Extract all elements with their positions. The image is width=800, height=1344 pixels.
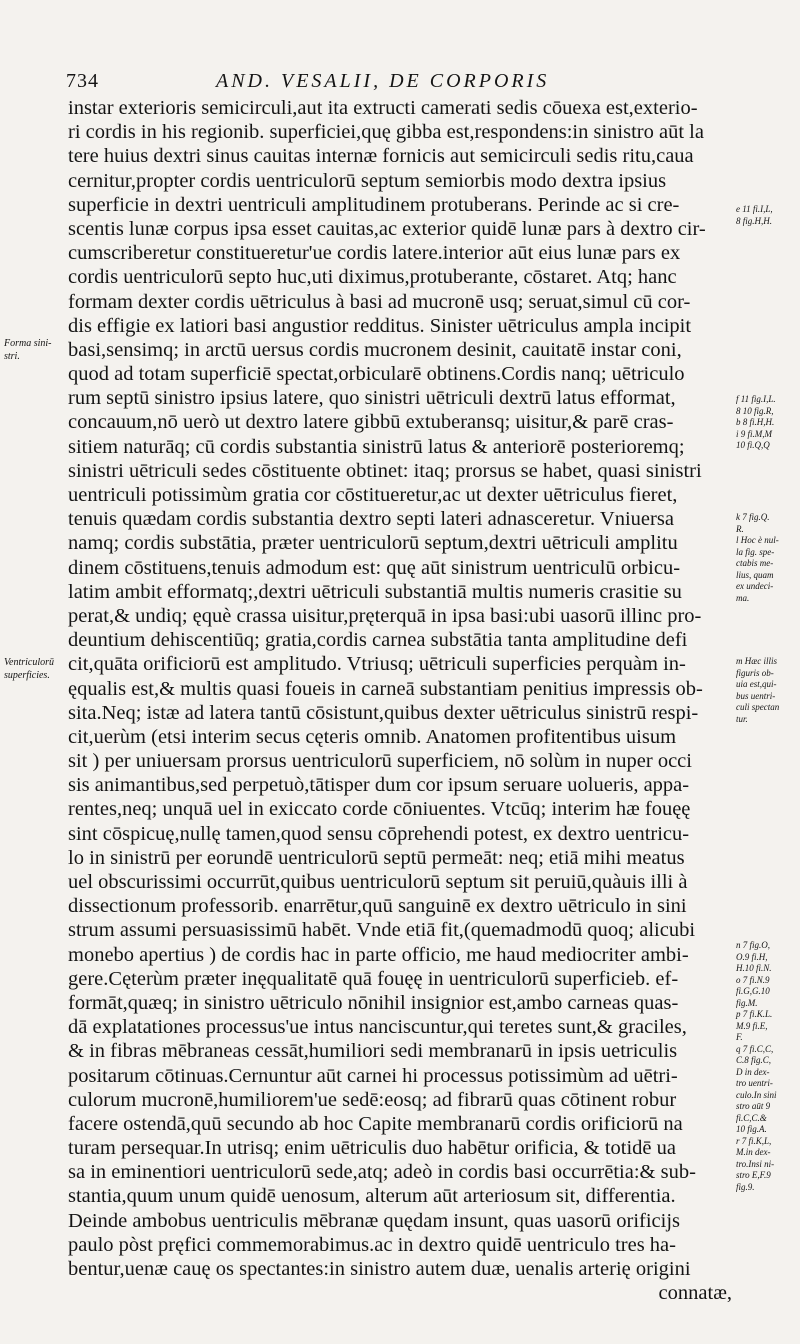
text-line: basi,sensimq; in arctū uersus cordis mucronem desinit, cauitatē instar coni, — [68, 338, 682, 361]
text-line: rentes,neq; unquā uel in exiccato corde cōniuentes. Vtcūq; interim hæ fouęę — [68, 798, 691, 821]
text-line: dis effigie ex latiori basi angustior redditus. Sinister uētriculus ampla incipit — [68, 314, 692, 337]
text-line: sis animantibus,sed perpetuò,tātisper dum cor ipsum seruare uolueris, appa- — [68, 774, 690, 797]
text-line: sa in eminentiori uentriculorū sede,atq; adeò in cordis basi occurrētia:& sub- — [68, 1161, 696, 1184]
text-line: paulo pòst pręfici commemorabimus.ac in dextro quidē uentriculo tres ha- — [68, 1233, 676, 1256]
text-line: tenuis quædam cordis substantia dextro septi lateri adnasceretur. Vniuersa — [68, 508, 674, 531]
margin-note-right: m Hæc illis figuris ob- uia est,qui- bus uentri- culi spectan tur. — [736, 656, 780, 724]
text-line: cumscriberetur constitueretur'ue cordis latere.interior aūt eius lunæ pars ex — [68, 242, 681, 265]
text-line: namq; cordis substātia, præter uentriculorū septum,dextri uētriculi amplitu — [68, 532, 678, 555]
text-line: deuntium dehiscentiūq; gratia,cordis carnea substātia tanta amplitudine defi — [68, 629, 688, 652]
text-line: scentis lunæ corpus ipsa esset cauitas,ac exterior quidē lunæ pars à dextro cir- — [68, 217, 706, 240]
text-line: strum assumi persuasissimū habēt. Vnde etiā fit,(quemadmodū quoq; alicubi — [68, 919, 696, 942]
text-line: connatæ, — [658, 1282, 732, 1305]
margin-note-left: Ventriculorū superficies. — [4, 657, 54, 681]
margin-note-right: e 11 fi.I,L, 8 fig.H,H. — [736, 204, 773, 226]
text-line: ri cordis in his regionib. superficiei,quę gibba est,respondens:in sinistro aūt la — [68, 121, 704, 144]
text-line: facere ostendā,quū secundo ab hoc Capite membranarū cordis orificiorū na — [68, 1112, 683, 1135]
text-line: sint cōspicuę,nullę tamen,quod sensu cōprehendi potest, ex dextro uentricu- — [68, 822, 690, 845]
text-line: sita.Neq; istæ ad latera tantū cōsistunt,quibus dexter uētriculus sinistrū respi- — [68, 701, 699, 724]
text-line: perat,& undiq; ęquè crassa uisitur,pręterquā in ipsa basi:ubi uasorū illinc pro- — [68, 604, 702, 627]
margin-note-right: f 11 fig.I,L. 8 10 fig.R, b 8 fi.H,H. i 9 fi.M,M 10 fi.Q,Q — [736, 394, 776, 450]
text-line: uentriculi potissimùm gratia cor cōstitueretur,ac ut dexter uētriculus fieret, — [68, 484, 678, 506]
text-line: ęqualis est,& multis quasi foueis in carneā substantiam penitius impressis ob- — [68, 677, 703, 700]
text-line: positarum cōtinuas.Cernuntur aūt carnei hi processus potissimùm ad uētri- — [68, 1064, 678, 1087]
body-text — [68, 96, 738, 1305]
text-line: & in fibras mēbraneas cessāt,humiliori sedi membranarū in ipsis uetriculis — [68, 1040, 678, 1063]
text-line: rum septū sinistro ipsius latere, quo sinistri uētriculi dextrū latus efformat, — [68, 387, 676, 410]
text-line: sit ) per uniuersam prorsus uentriculorū superficiem, nō solùm in nuper occi — [68, 750, 692, 773]
text-line: gere.Cęterùm præter inęqualitatē quā fouęę in uentriculorū superficieb. ef- — [68, 967, 679, 990]
text-line: formāt,quæq; in sinistro uētriculo nōnihil insignior est,ambo carneas quas- — [68, 991, 679, 1014]
text-line: cordis uentriculorū septo huc,uti diximus,protuberante, cōstaret. Atq; hanc — [68, 266, 677, 289]
text-line: stantia,quum unum quidē uenosum, alterum aūt arteriosum sit, differentia. — [68, 1185, 676, 1208]
text-line: cit,uerùm (etsi interim secus cęteris omnib. Anatomen profitentibus uisum — [68, 725, 677, 748]
text-line: latim ambit efformatq;,dextri uētriculi substantiā multis numeris crasitie su — [68, 580, 682, 603]
text-line: bentur,uenæ cauę os spectantes:in sinistro autem duæ, uenalis arterię origini — [68, 1258, 691, 1280]
text-line: monebo apertius ) de cordis hac in parte officio, me haud mediocriter ambi- — [68, 943, 689, 966]
text-line: instar exterioris semicirculi,aut ita extructi camerati sedis cōuexa est,exterio- — [68, 97, 698, 119]
text-line: dissectionum professorib. enarrētur,quū sanguinē ex dextro uētriculo in sini — [68, 895, 687, 918]
text-line: formam dexter cordis uētriculus à basi ad mucronē usq; seruat,simul cū cor- — [68, 290, 691, 313]
text-line: lo in sinistrū per eorundē uentriculorū septū permeāt: neq; etiā mihi meatus — [68, 846, 685, 869]
text-line: quod ad totam superficiē spectat,orbicularē obtinens.Cordis nanq; uētriculo — [68, 363, 685, 386]
page-number: 734 — [66, 70, 99, 92]
margin-note-left: Forma sini- stri. — [4, 338, 52, 362]
running-title: AND. VESALII, DE CORPORIS — [216, 70, 550, 92]
text-line: turam persequar.In utrisq; enim uētriculis duo habētur orificia, & totidē ua — [68, 1137, 676, 1160]
text-line: uel obscurissimi occurrūt,quibus uentriculorū septum sit peruiū,quàuis illi à — [68, 871, 688, 893]
margin-note-right: k 7 fig.Q. R. l Hoc è nul- la fig. spe- ctabis me- lius, quam ex undeci- ma. — [736, 512, 779, 603]
text-line: Deinde ambobus uentriculis mēbranæ quędam insunt, quas uasorū orificijs — [68, 1209, 681, 1232]
text-line: culorum mucronē,humiliorem'ue sedē:eosq; ad fibrarū quas cōtinent robur — [68, 1088, 677, 1111]
text-line: sitiem naturāq; cū cordis substantia sinistrū latus & anteriorē posterioremq; — [68, 435, 685, 458]
text-line: dinem cōstituens,tenuis admodum est: quę aūt sinistrum uentriculū orbicu- — [68, 556, 681, 579]
text-line: cernitur,propter cordis uentriculorū septum semiorbis modo dextra ipsius — [68, 169, 667, 192]
text-line: sinistri uētriculi sedes cōstituente obtinet: itaq; prorsus se habet, quasi sinistri — [68, 459, 702, 482]
text-line: superficie in dextri uentriculi amplitudinem protuberans. Perinde ac si cre- — [68, 193, 680, 216]
text-line: dā explatationes processus'ue intus nanciscuntur,qui teretes sunt,& graciles, — [68, 1016, 687, 1039]
text-line: concauum,nō uerò ut dextro latere gibbū extuberansq; uisitur,& parē cras- — [68, 411, 674, 434]
text-line: tere huius dextri sinus cauitas internæ fornicis aut semicirculi sedis ritu,caua — [68, 145, 694, 168]
margin-note-right: n 7 fig.O, O.9 fi.H, H.10 fi.N. o 7 fi.N.9 fi.G,G.10 fig.M. p 7 fi.K.L. M.9 fi.E, F. q 7 fi.C,C, C.8 fig.C, D in dex- tro uentri- culo.In sini stro aūt 9 fi.C,C.& 10 fig.A. r 7 fi.K,L, M.in dex- tro.Insi ni- stro E,F.9 fig.9. — [736, 940, 777, 1192]
text-line: cit,quāta orificiorū est amplitudo. Vtriusq; uētriculi superficies perquàm in- — [68, 653, 686, 676]
